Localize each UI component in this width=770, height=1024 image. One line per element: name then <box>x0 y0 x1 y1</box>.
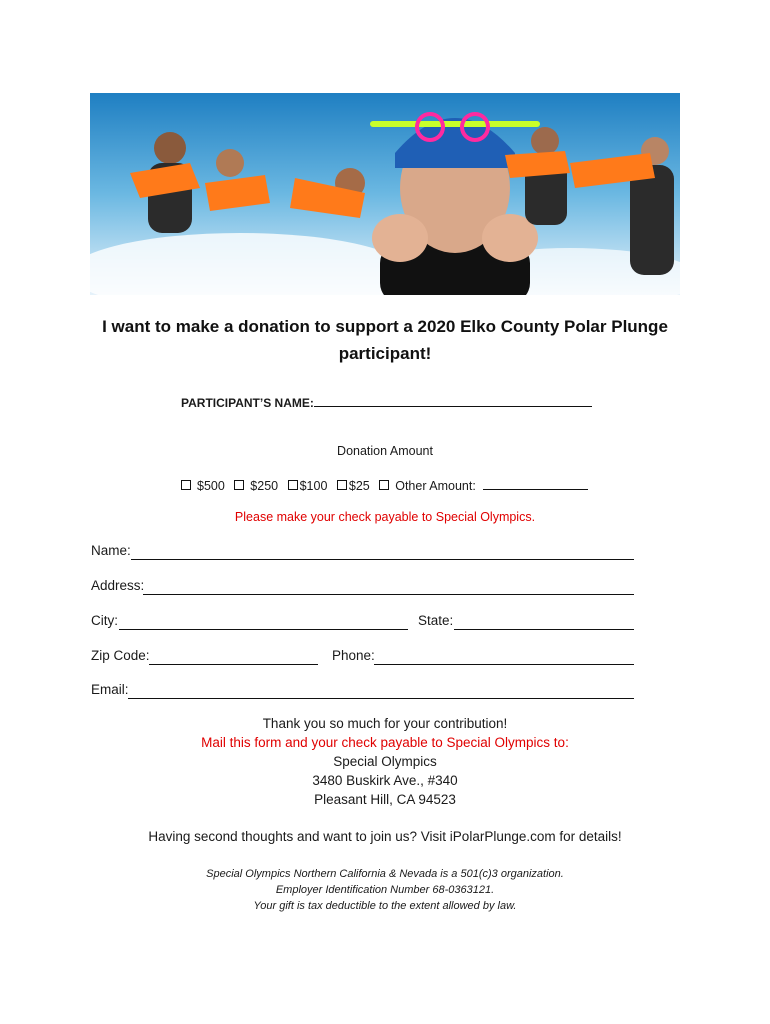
participant-name-label: PARTICIPANT’S NAME: <box>181 396 314 410</box>
email-field[interactable] <box>128 698 634 699</box>
thanks-text: Thank you so much for your contribution! <box>262 716 508 731</box>
option-other-label: Other Amount: <box>395 479 476 493</box>
address-row <box>91 578 634 598</box>
phone-field[interactable] <box>374 664 634 665</box>
option-500-label: $500 <box>197 479 225 493</box>
mail-note: Mail this form and your check payable to Special Olympics to: <box>201 735 569 750</box>
join-note: Having second thoughts and want to join us? Visit iPolarPlunge.com for details! <box>148 829 622 844</box>
zip-field[interactable] <box>149 664 318 665</box>
email-label: Email: <box>91 682 129 697</box>
donation-title: Donation Amount <box>337 444 433 458</box>
mail-org: Special Olympics <box>333 754 437 769</box>
participant-name-row <box>181 394 592 410</box>
footer-line-1: Special Olympics Northern California & Nevada is a 501(c)3 organization. <box>206 868 564 880</box>
check-payable-note: Please make your check payable to Special Olympics. <box>234 510 536 524</box>
footer-line-3: Your gift is tax deductible to the extent allowed by law. <box>253 900 517 912</box>
checkbox-500[interactable] <box>181 480 191 490</box>
donation-options <box>181 477 588 493</box>
phone-label: Phone: <box>332 648 375 663</box>
banner-photo <box>90 93 680 295</box>
address-field[interactable] <box>143 594 634 595</box>
checkbox-250[interactable] <box>234 480 244 490</box>
mail-street: 3480 Buskirk Ave., #340 <box>312 773 458 788</box>
checkbox-100[interactable] <box>288 480 298 490</box>
title-line-2: participant! <box>338 344 432 363</box>
name-row <box>91 543 634 563</box>
city-label: City: <box>91 613 118 628</box>
name-field[interactable] <box>131 559 634 560</box>
footer-line-2: Employer Identification Number 68-0363121. <box>275 884 495 896</box>
email-row <box>91 682 634 702</box>
checkbox-other[interactable] <box>379 480 389 490</box>
mail-city: Pleasant Hill, CA 94523 <box>314 792 456 807</box>
other-amount-field[interactable] <box>483 477 588 490</box>
phone-row <box>332 648 634 668</box>
zip-row <box>91 648 318 668</box>
state-row <box>418 613 634 633</box>
title-line-1: I want to make a donation to support a 2020 Elko County Polar Plunge <box>102 317 668 336</box>
option-250-label: $250 <box>250 479 279 493</box>
zip-label: Zip Code: <box>91 648 150 663</box>
state-field[interactable] <box>454 629 634 630</box>
city-field[interactable] <box>119 629 408 630</box>
name-label: Name: <box>91 543 131 558</box>
option-100-label: $100 <box>299 479 328 493</box>
participant-name-field[interactable] <box>314 394 592 407</box>
state-label: State: <box>418 613 454 628</box>
city-row <box>91 613 408 633</box>
page-title <box>70 313 700 367</box>
address-label: Address: <box>91 578 145 593</box>
option-25-label: $25 <box>348 479 370 493</box>
checkbox-25[interactable] <box>337 480 347 490</box>
